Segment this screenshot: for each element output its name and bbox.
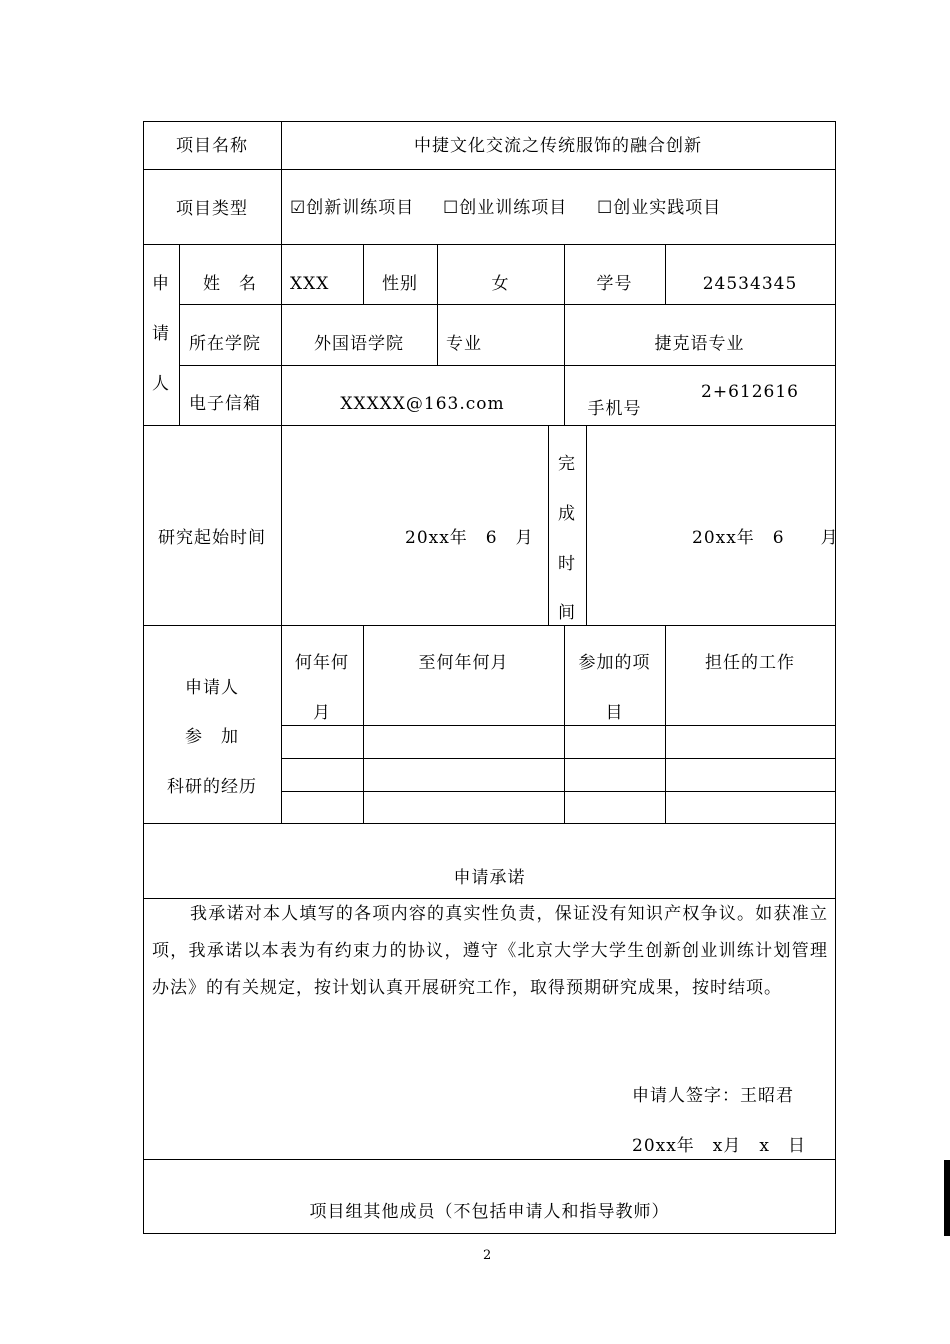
completion-time-label-4: 间 [558,603,576,623]
name-value: XXX [290,274,330,294]
student-id-value: 24534345 [702,274,798,294]
experience-section-label-3: 科研的经历 [167,777,257,797]
table-divider [143,425,836,426]
commitment-title: 申请承诺 [453,868,526,888]
column-header-role: 担任的工作 [705,653,795,673]
other-members-title: 项目组其他成员（不包括申请人和指导教师） [309,1202,670,1222]
column-header-when-2: 月 [313,703,331,723]
project-name-value: 中捷文化交流之传统服饰的融合创新 [414,136,702,156]
page-number: 2 [483,1248,492,1263]
project-type-label: 项目类型 [176,199,248,219]
table-divider [179,244,180,425]
project-type-option-entrepreneurship-practice[interactable]: ☐创业实践项目 [597,198,722,218]
major-value: 捷克语专业 [654,334,745,354]
column-header-project-1: 参加的项 [578,653,651,673]
table-divider [281,758,836,759]
phone-label: 手机号 [587,399,642,419]
column-header-when-1: 何年何 [295,653,349,673]
phone-value: 2+612616 [701,382,799,402]
table-divider [143,169,836,170]
project-name-label: 项目名称 [176,136,248,156]
research-end-value: 20xx年 6 月 [692,528,839,548]
major-label: 专业 [446,334,482,354]
table-border-right [835,121,836,1234]
college-label: 所在学院 [189,334,261,354]
student-id-label: 学号 [596,274,633,294]
gender-value: 女 [491,274,510,294]
completion-time-label-3: 时 [558,554,576,574]
commitment-date: 20xx年 x月 x 日 [632,1136,806,1156]
table-divider [143,1159,836,1160]
completion-time-label-1: 完 [558,454,576,474]
table-divider [143,625,836,626]
research-start-value: 20xx年 6 月 [405,528,534,548]
column-header-project-2: 目 [605,703,624,723]
name-label: 姓 名 [203,274,257,294]
page-edge-mark [944,1160,950,1236]
table-divider [143,823,836,824]
applicant-section-label-2: 请 [152,324,170,344]
completion-time-label-2: 成 [558,504,576,524]
column-header-until: 至何年何月 [418,653,509,673]
email-label: 电子信箱 [189,394,261,414]
table-divider [437,304,438,365]
project-type-option-entrepreneurship-training[interactable]: ☐创业训练项目 [443,198,568,218]
table-border-top [143,121,836,122]
table-divider [586,425,587,625]
table-divider [179,304,836,305]
email-value: XXXXX@163.com [340,394,505,414]
table-divider [281,791,836,792]
experience-section-label-1: 申请人 [185,678,239,698]
gender-label: 性别 [382,274,418,294]
commitment-text: 我承诺对本人填写的各项内容的真实性负责，保证没有知识产权争议。如获准立项，我承诺以本表为有约束力的协议，遵守《北京大学大学生创新创业训练计划管理办法》的有关规定，按计划认真开展研究工作，取得预期研究成果，按时结项。 [152,904,828,998]
table-divider [179,365,836,366]
table-divider [281,725,836,726]
experience-section-label-2: 参 加 [185,727,239,747]
table-divider [143,244,836,245]
table-divider [281,425,282,625]
research-start-label: 研究起始时间 [158,528,266,548]
project-type-option-innovation[interactable]: ☑创新训练项目 [290,198,415,218]
applicant-section-label-1: 申 [152,274,170,294]
applicant-signature: 申请人签字：王昭君 [632,1086,794,1106]
college-value: 外国语学院 [314,334,404,354]
applicant-section-label-3: 人 [152,374,170,394]
table-border-bottom [143,1233,836,1234]
